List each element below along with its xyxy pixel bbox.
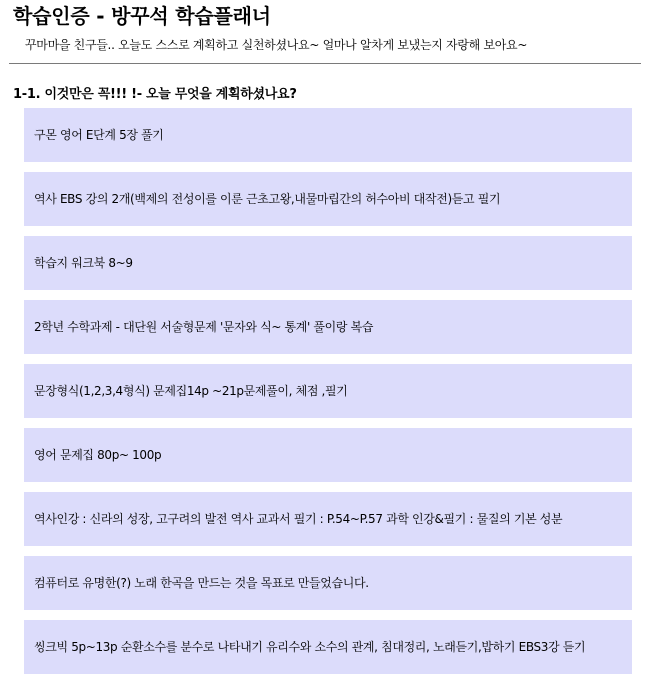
plan-item: 역사인강 : 신라의 성장, 고구려의 발전 역사 교과서 필기 : P.54~P.57 과학 인강&필기 : 물질의 기본 성분: [24, 492, 632, 546]
plan-item: 영어 문제집 80p~ 100p: [24, 428, 632, 482]
plan-item: 학습지 워크북 8~9: [24, 236, 632, 290]
plan-item: 구몬 영어 E단계 5장 풀기: [24, 108, 632, 162]
plan-item: 2학년 수학과제 - 대단원 서술형문제 '문자와 식~ 통계' 풀이랑 복습: [24, 300, 632, 354]
plan-item: 컴퓨터로 유명한(?) 노래 한곡을 만드는 것을 목표로 만들었습니다.: [24, 556, 632, 610]
plan-item: 씽크빅 5p~13p 순환소수를 분수로 나타내기 유리수와 소수의 관계, 침대정리, 노래듣기,밥하기 EBS3강 듣기: [24, 620, 632, 674]
page-title: 학습인증 - 방꾸석 학습플래너: [13, 4, 271, 28]
plan-list: [24, 108, 632, 674]
section-title: 1-1. 이것만은 꼭!!! !- 오늘 무엇을 계획하셨나요?: [13, 87, 297, 102]
plan-item: 문장형식(1,2,3,4형식) 문제집14p ~21p문제풀이, 체점 ,필기: [24, 364, 632, 418]
plan-item: 역사 EBS 강의 2개(백제의 전성이를 이룬 근초고왕,내물마립간의 허수아비 대작전)듣고 필기: [24, 172, 632, 226]
intro-text: 꾸마마을 친구들.. 오늘도 스스로 계획하고 실천하셨나요~ 얼마나 알차게 보냈는지 자랑해 보아요~: [25, 38, 528, 52]
header-divider: [9, 63, 641, 64]
